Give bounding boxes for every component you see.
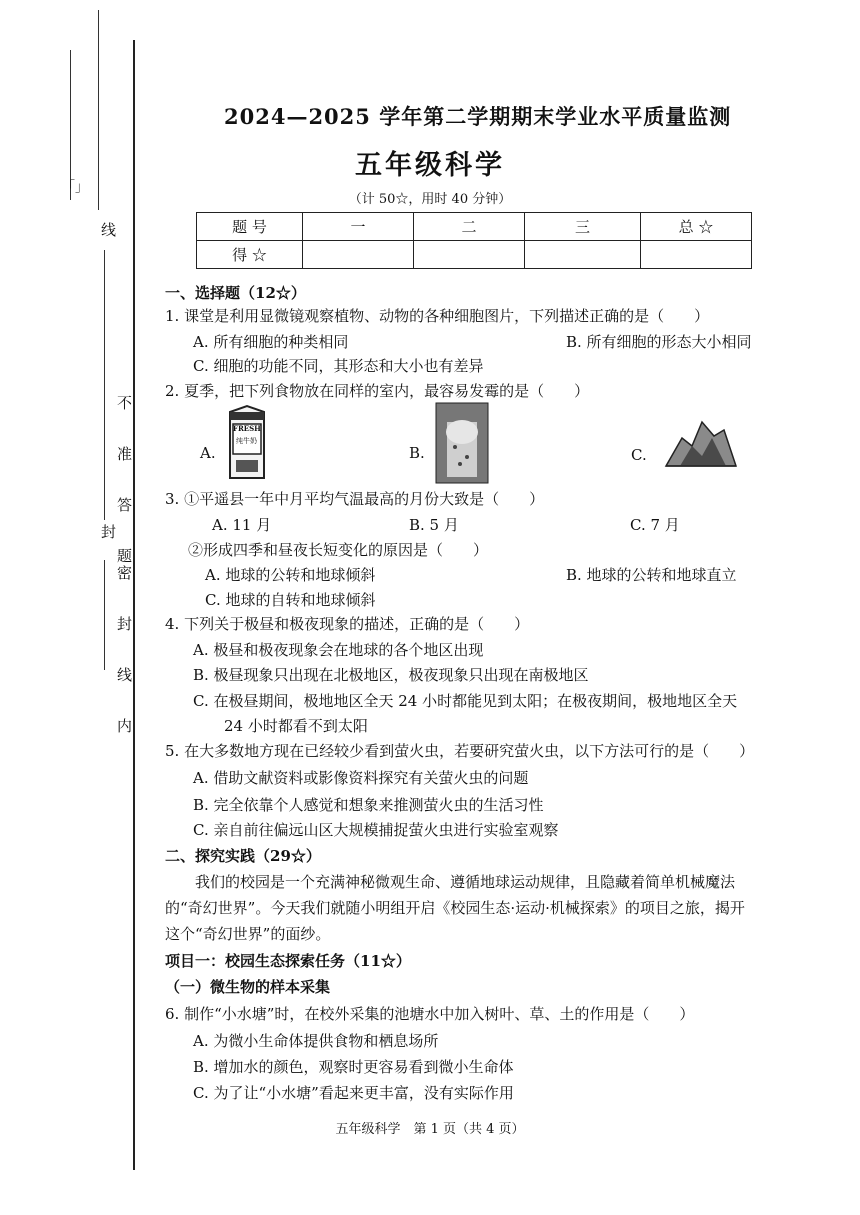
- q3-option-c: C. 7 月: [630, 516, 680, 534]
- score-header-cell: 题 号: [197, 213, 303, 241]
- part1-heading: （一）微生物的样本采集: [165, 978, 331, 996]
- binding-feng-label: 封: [99, 524, 117, 541]
- section2-intro-line1: 我们的校园是一个充满神秘微观生命、遵循地球运动规律，且隐藏着简单机械魔法: [195, 873, 736, 891]
- section2-heading: 二、探究实践（29☆）: [165, 847, 321, 865]
- q1-stem: 1. 课堂是利用显微镜观察植物、动物的各种细胞图片，下列描述正确的是（ ）: [165, 307, 710, 325]
- score-table: [196, 212, 752, 269]
- q6-stem: 6. 制作“小水塘”时，在校外采集的池塘水中加入树叶、草、土的作用是（ ）: [165, 1005, 695, 1023]
- q2-option-b: B.: [409, 444, 425, 462]
- q1-option-a: A. 所有细胞的种类相同: [193, 333, 349, 351]
- q6-option-c: C. 为了让“小水塘”看起来更丰富，没有实际作用: [193, 1084, 514, 1102]
- id-field-line: [104, 250, 105, 520]
- q5-stem: 5. 在大多数地方现在已经较少看到萤火虫，若要研究萤火虫，以下方法可行的是（ ）: [165, 742, 755, 760]
- score-cell[interactable]: [414, 241, 525, 269]
- binding-warning-right: 不准答题: [115, 395, 133, 599]
- seat-field-line: [104, 560, 105, 670]
- dried-fish-image: [662, 416, 740, 476]
- q1-option-c: C. 细胞的功能不同，其形态和大小也有差异: [193, 357, 484, 375]
- binding-warning-left: 密封线内: [115, 565, 133, 769]
- q2-stem: 2. 夏季，把下列食物放在同样的室内，最容易发霉的是（ ）: [165, 382, 590, 400]
- q6-option-a: A. 为微小生命体提供食物和栖息场所: [193, 1032, 439, 1050]
- q4-option-c-cont: 24 小时都看不到太阳: [224, 717, 368, 735]
- milk-brand-text: FRESH: [233, 424, 261, 433]
- section1-heading: 一、选择题（12☆）: [165, 284, 306, 302]
- score-row-label: 得 ☆: [197, 241, 303, 269]
- section2-intro-line3: 这个“奇幻世界”的面纱。: [165, 925, 331, 943]
- milk-carton-image: [224, 404, 270, 480]
- binding-xian-label: 线: [99, 222, 117, 239]
- q3-stem2: ②形成四季和昼夜长短变化的原因是（ ）: [188, 541, 489, 559]
- q5-option-c: C. 亲自前往偏远山区大规模捕捉萤火虫进行实验室观察: [193, 821, 559, 839]
- subject-title: 五年级科学: [355, 150, 505, 181]
- q4-option-c: C. 在极昼期间，极地地区全天 24 小时都能见到太阳；在极夜期间，极地地区全天: [193, 692, 738, 710]
- score-header-cell: 总 ☆: [641, 213, 752, 241]
- q3-stem: 3. ①平遥县一年中月平均气温最高的月份大致是（ ）: [165, 490, 545, 508]
- q5-option-a: A. 借助文献资料或影像资料探究有关萤火虫的问题: [193, 769, 529, 787]
- score-table-header-row: [197, 213, 752, 241]
- q3-2-option-b: B. 地球的公转和地球直立: [566, 566, 737, 584]
- q3-option-b: B. 5 月: [409, 516, 459, 534]
- q1-option-b: B. 所有细胞的形态大小相同: [566, 333, 752, 351]
- q3-option-a: A. 11 月: [212, 516, 272, 534]
- score-header-cell: 二: [414, 213, 525, 241]
- section2-intro-line2: 的“奇幻世界”。今天我们就随小明组开启《校园生态·运动·机械探索》的项目之旅，揭开: [165, 899, 745, 917]
- score-header-cell: 一: [303, 213, 414, 241]
- milk-label-text: 纯牛奶: [236, 437, 257, 445]
- q3-2-option-a: A. 地球的公转和地球倾斜: [205, 566, 376, 584]
- exam-note: （计 50☆，用时 40 分钟）: [348, 192, 512, 207]
- binding-mark: 「」: [62, 180, 89, 195]
- q4-stem: 4. 下列关于极昼和极夜现象的描述，正确的是（ ）: [165, 615, 530, 633]
- q3-2-option-c: C. 地球的自转和地球倾斜: [205, 591, 376, 609]
- bread-image: [435, 402, 489, 484]
- page-footer: 五年级科学 第 1 页（共 4 页）: [335, 1122, 525, 1137]
- q2-option-c: C.: [631, 446, 647, 464]
- q4-option-a: A. 极昼和极夜现象会在地球的各个地区出现: [193, 641, 484, 659]
- project1-heading: 项目一：校园生态探索任务（11☆）: [165, 952, 411, 970]
- q6-option-b: B. 增加水的颜色，观察时更容易看到微小生命体: [193, 1058, 514, 1076]
- q4-option-b: B. 极昼现象只出现在北极地区，极夜现象只出现在南极地区: [193, 666, 589, 684]
- score-table-value-row: [197, 241, 752, 269]
- score-cell[interactable]: [641, 241, 752, 269]
- q2-option-a: A.: [200, 444, 216, 462]
- exam-title: 2024—2025 学年第二学期期末学业水平质量监测: [224, 104, 732, 129]
- score-header-cell: 三: [525, 213, 641, 241]
- q5-option-b: B. 完全依靠个人感觉和想象来推测萤火虫的生活习性: [193, 796, 544, 814]
- score-cell[interactable]: [525, 241, 641, 269]
- score-cell[interactable]: [303, 241, 414, 269]
